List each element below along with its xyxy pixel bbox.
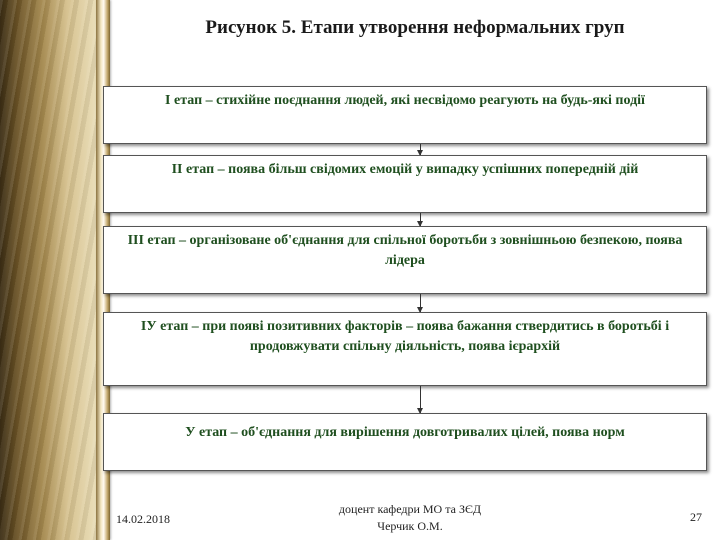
footer-author <box>300 501 520 535</box>
arrow-4-5 <box>420 386 421 413</box>
arrow-1-2 <box>420 144 421 155</box>
decorative-left-panel <box>0 0 96 540</box>
page-number: 27 <box>690 510 702 524</box>
stage-1-box: І етап – стихійне поєднання людей, які несвідомо реагують на будь-які події <box>103 86 707 144</box>
stage-2-box: ІІ етап – поява більш свідомих емоцій у випадку успішних попередній дій <box>103 155 707 213</box>
slide-title: Рисунок 5. Етапи утворення неформальних груп <box>205 17 625 38</box>
footer-date: 14.02.2018 <box>116 512 170 526</box>
arrow-3-4 <box>420 294 421 312</box>
stage-5-box: У етап – об'єднання для вирішення довготривалих цілей, поява норм <box>103 413 707 471</box>
arrow-2-3 <box>420 213 421 226</box>
stage-3-box: ІІІ етап – організоване об'єднання для спільної боротьби з зовнішньою безпекою, поява лідера <box>103 226 707 294</box>
stage-4-box: ІУ етап – при появі позитивних факторів – поява бажання ствердитись в боротьбі і продовжувати спільну діяльність, поява ієрархій <box>103 312 707 386</box>
footer-author-line1: доцент кафедри МО та ЗЄД <box>338 502 482 516</box>
footer-author-line2: Черчик О.М. <box>377 519 443 533</box>
